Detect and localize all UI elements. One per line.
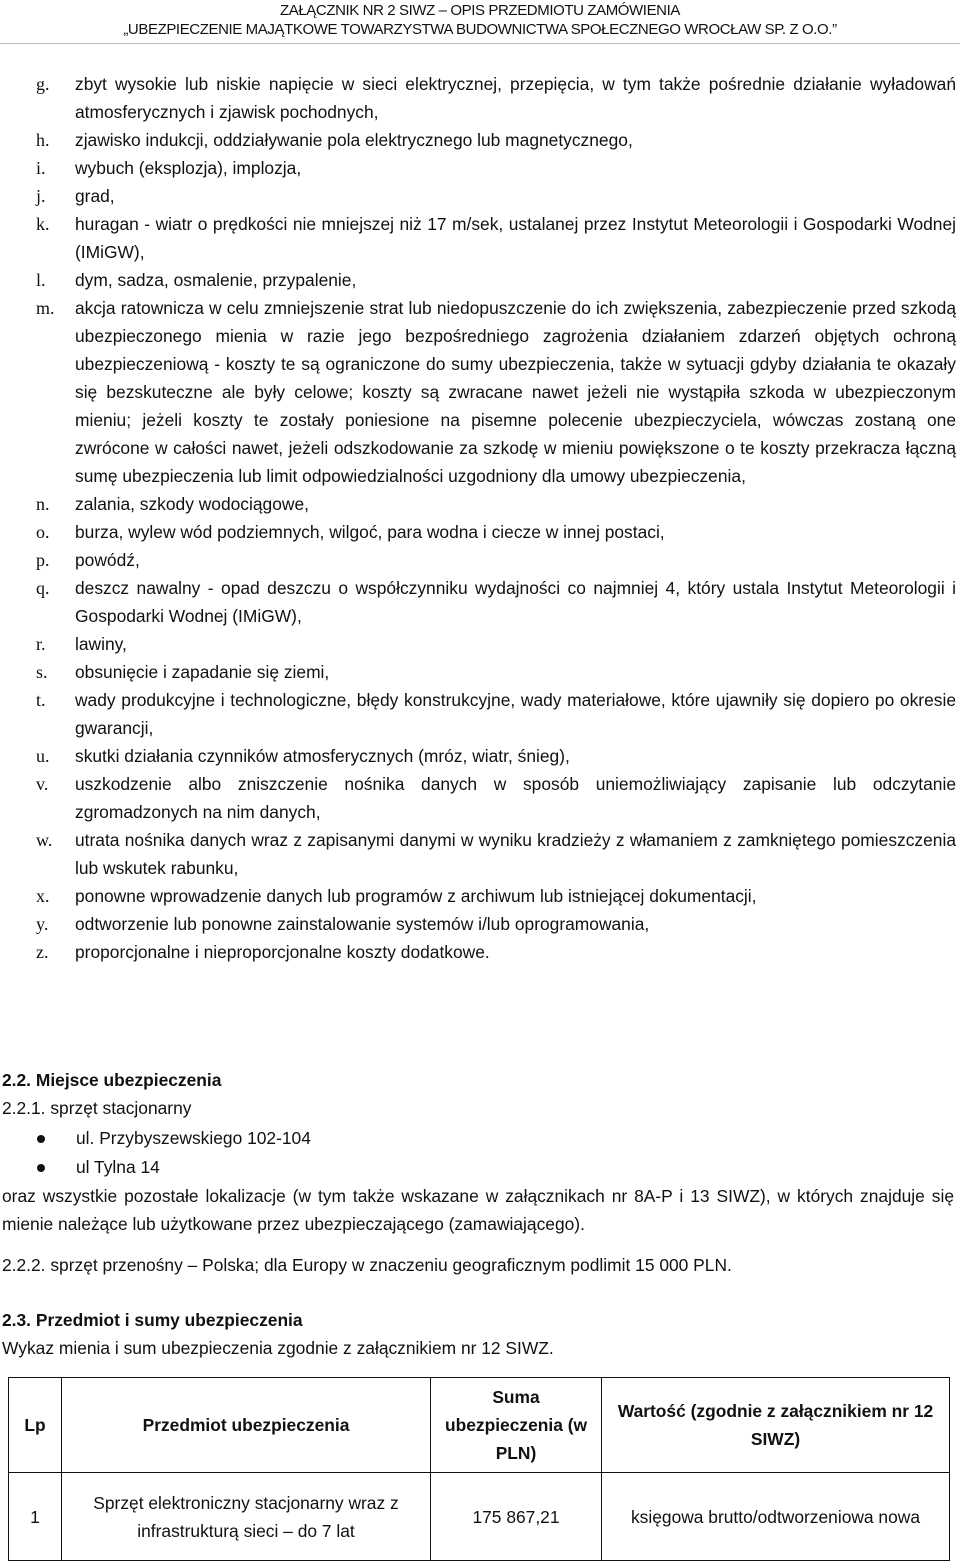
list-item-letter: y. xyxy=(36,914,49,934)
list-item-text: powódź, xyxy=(75,550,140,570)
address-text: ul Tylna 14 xyxy=(76,1157,160,1177)
list-item xyxy=(0,266,960,294)
list-item xyxy=(0,938,960,966)
list-item xyxy=(0,770,960,826)
list-item-letter: u. xyxy=(36,746,50,766)
list-item-letter: l. xyxy=(36,270,46,290)
list-item-letter: n. xyxy=(36,494,50,514)
list-item xyxy=(0,910,960,938)
list-item xyxy=(0,294,960,490)
list-item xyxy=(0,154,960,182)
insurance-table xyxy=(8,1377,950,1561)
list-item-text: wybuch (eksplozja), implozja, xyxy=(75,158,302,178)
bullet-dot-icon xyxy=(37,1135,45,1143)
list-item xyxy=(0,686,960,742)
list-item-text: akcja ratownicza w celu zmniejszenie strat lub niedopuszczenie do ich zwiększenia, zabezpieczenie przed szkodą ubezpieczonego mienia w razie jego bezpośredniego zagrożenia działaniem zdarzeń objętych ochroną ubezpieczeniową - koszty te są ograniczone do sumy ubezpieczenia, także w sytuacji gdyby działania te okazały się bezskuteczne ale były celowe; koszty są zwracane nawet jeżeli nie wystąpiła szkoda w ubezpieczonym mieniu; jeżeli koszty te zostały poniesione na pisemne polecenie ubezpieczyciela, wówczas zostaną one zwrócone w całości nawet, jeżeli odszkodowanie za szkodę w mieniu powiększone o te koszty przekracza łączną sumę ubezpieczenia lub limit odpowiedzialności uzgodniony dla umowy ubezpieczenia, xyxy=(75,298,956,486)
column-header-sum: Suma ubezpieczenia (w PLN) xyxy=(431,1378,602,1473)
list-item xyxy=(0,882,960,910)
list-item-text: ponowne wprowadzenie danych lub programów z archiwum lub istniejącej dokumentacji, xyxy=(75,886,757,906)
list-item xyxy=(0,546,960,574)
list-item-letter: i. xyxy=(36,158,46,178)
list-item-letter: x. xyxy=(36,886,50,906)
list-item-letter: k. xyxy=(36,214,50,234)
section-subject-text: Wykaz mienia i sum ubezpieczenia zgodnie z załącznikiem nr 12 SIWZ. xyxy=(2,1338,554,1358)
list-item xyxy=(0,490,960,518)
column-header-value: Wartość (zgodnie z załącznikiem nr 12 SIWZ) xyxy=(602,1378,950,1473)
list-item-letter: s. xyxy=(36,662,48,682)
table-cell-value: księgowa brutto/odtworzeniowa nowa xyxy=(602,1473,950,1561)
section-heading-subject: 2.3. Przedmiot i sumy ubezpieczenia xyxy=(2,1310,303,1330)
list-item-letter: z. xyxy=(36,942,49,962)
list-item-text: deszcz nawalny - opad deszczu o współczynniku wydajności co najmniej 4, który ustala Instytut Meteorologii i Gospodarki Wodnej (IMiGW), xyxy=(75,578,956,626)
list-item-text: odtworzenie lub ponowne zainstalowanie systemów i/lub oprogramowania, xyxy=(75,914,650,934)
list-item-text: zjawisko indukcji, oddziaływanie pola elektrycznego lub magnetycznego, xyxy=(75,130,633,150)
header-divider xyxy=(0,43,960,44)
address-text: ul. Przybyszewskiego 102-104 xyxy=(76,1128,311,1148)
list-item xyxy=(0,574,960,630)
list-item xyxy=(0,126,960,154)
list-item-letter: w. xyxy=(36,830,53,850)
list-item-letter: p. xyxy=(36,550,50,570)
column-header-lp: Lp xyxy=(9,1378,62,1473)
list-item-letter: t. xyxy=(36,690,46,710)
list-item-text: proporcjonalne i nieproporcjonalne koszty dodatkowe. xyxy=(75,942,490,962)
list-item-text: grad, xyxy=(75,186,115,206)
list-item-text: obsunięcie i zapadanie się ziemi, xyxy=(75,662,330,682)
list-item xyxy=(0,210,960,266)
list-item-letter: m. xyxy=(36,298,55,318)
table-header-row xyxy=(9,1378,950,1473)
list-item-letter: o. xyxy=(36,522,50,542)
bullet-dot-icon xyxy=(37,1164,45,1172)
table-cell-lp: 1 xyxy=(9,1473,62,1561)
list-item-letter: q. xyxy=(36,578,50,598)
list-item-text: zalania, szkody wodociągowe, xyxy=(75,494,309,514)
list-item-text: skutki działania czynników atmosferycznych (mróz, wiatr, śnieg), xyxy=(75,746,570,766)
list-item xyxy=(0,518,960,546)
document-header-subtitle: „UBEZPIECZENIE MAJĄTKOWE TOWARZYSTWA BUDOWNICTWA SPOŁECZNEGO WROCŁAW SP. Z O.O.” xyxy=(123,21,837,38)
list-item-text: lawiny, xyxy=(75,634,127,654)
list-item xyxy=(0,742,960,770)
risk-list xyxy=(0,70,960,966)
document-header-title: ZAŁĄCZNIK NR 2 SIWZ – OPIS PRZEDMIOTU ZAMÓWIENIA xyxy=(279,2,680,19)
list-item-text: huragan - wiatr o prędkości nie mniejszej niż 17 m/sek, ustalanej przez Instytut Meteorologii i Gospodarki Wodnej (IMiGW), xyxy=(75,214,956,262)
list-item xyxy=(0,630,960,658)
list-item-letter: g. xyxy=(36,74,50,94)
subsection-portable-equipment: 2.2.2. sprzęt przenośny – Polska; dla Europy w znaczeniu geograficznym podlimit 15 000 PLN. xyxy=(2,1255,732,1275)
list-item xyxy=(0,70,960,126)
table-row xyxy=(9,1473,950,1561)
list-item xyxy=(0,658,960,686)
table-cell-sum: 175 867,21 xyxy=(431,1473,602,1561)
list-item xyxy=(0,182,960,210)
list-item-letter: v. xyxy=(36,774,49,794)
list-item-letter: h. xyxy=(36,130,50,150)
list-item-letter: j. xyxy=(36,186,46,206)
table-cell-subject: Sprzęt elektroniczny stacjonarny wraz z infrastrukturą sieci – do 7 lat xyxy=(62,1473,431,1561)
list-item-letter: r. xyxy=(36,634,46,654)
locations-paragraph: oraz wszystkie pozostałe lokalizacje (w tym także wskazane w załącznikach nr 8A-P i 13 SIWZ), w których znajduje się mienie należące lub użytkowane przez ubezpieczającego (zamawiającego). xyxy=(2,1186,954,1234)
list-item-text: burza, wylew wód podziemnych, wilgoć, para wodna i ciecze w innej postaci, xyxy=(75,522,665,542)
list-item xyxy=(0,826,960,882)
list-item-text: dym, sadza, osmalenie, przypalenie, xyxy=(75,270,357,290)
list-item-text: utrata nośnika danych wraz z zapisanymi danymi w wyniku kradzieży z włamaniem z zamkniętego pomieszczenia lub wskutek rabunku, xyxy=(75,830,956,878)
list-item-text: uszkodzenie albo zniszczenie nośnika danych w sposób uniemożliwiający zapisanie lub odczytanie zgromadzonych na nim danych, xyxy=(75,774,956,822)
list-item-text: zbyt wysokie lub niskie napięcie w sieci elektrycznej, przepięcia, w tym także pośrednie działanie wyładowań atmosferycznych i zjawisk pochodnych, xyxy=(75,74,956,122)
subsection-stationary-equipment: 2.2.1. sprzęt stacjonarny xyxy=(2,1098,192,1118)
column-header-subject: Przedmiot ubezpieczenia xyxy=(62,1378,431,1473)
section-heading-location: 2.2. Miejsce ubezpieczenia xyxy=(2,1070,222,1090)
list-item-text: wady produkcyjne i technologiczne, błędy konstrukcyjne, wady materiałowe, które ujawniły się dopiero po okresie gwarancji, xyxy=(75,690,956,738)
